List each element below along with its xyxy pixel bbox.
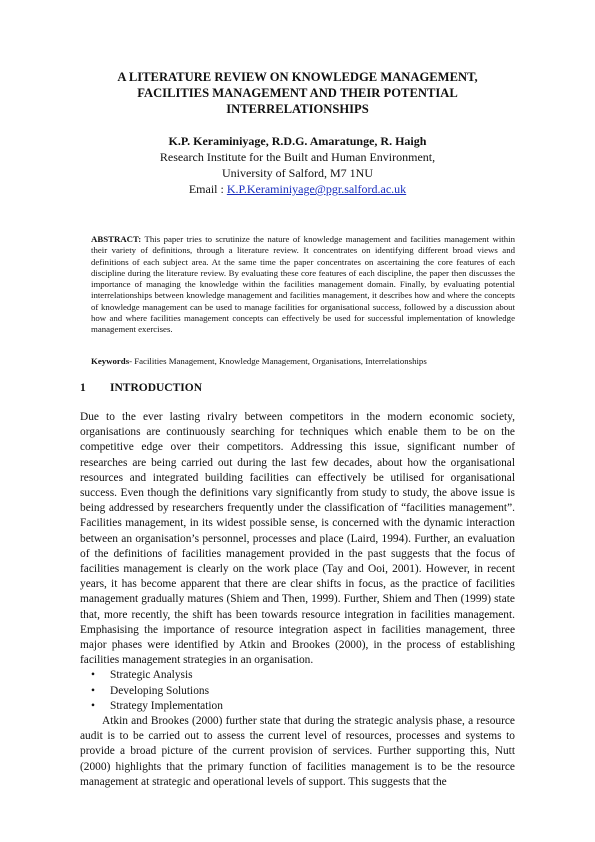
title-line: INTERRELATIONSHIPS <box>226 102 369 116</box>
paragraph: Due to the ever lasting rivalry between competitors in the modern economic society, organisations are continuously searching for techniques which enable them to be on the competitive edge over their competitors. Addressing this issue, significant number of researches are being carried out during the last few decades, about how the organisational resources and integrated building facilities can effectively be utilised for organisational success. Even though the definitions vary significantly from study to study, the above issue is being addressed by researchers frequently under the classification of “facilities management”. Facilities management, in its widest possible sense, is concerned with the dynamic interaction between an organisation’s personnel, processes and place (Laird, 1994). Further, an evaluation of the definitions of facilities management provided in the past suggests that the focus of facilities management is clearly on the work place (Tay and Ooi, 2001). However, in recent years, it has become apparent that there are clear shifts in focus, as the practice of facilities management gradually matures (Shiem and Then, 1999). Further, Shiem and Then (1999) state that, more recently, the shift has been towards resource integration in facilities management. Emphasising the importance of resource integration aspect in facilities management, three major phases were identified by Atkin and Brookes (2000), in the process of establishing facilities management strategies in an organisation. <box>80 411 515 667</box>
author-block <box>80 133 515 197</box>
abstract-text: This paper tries to scrutinize the nature of knowledge management and facilities management within their variety of definitions, through a literature review. It concentrates on identifying different broad views and definitions of each subject area. At the same time the paper concentrates on ascertaining the core features of each discipline during the literature review. By evaluating these core features of each discipline, the paper then discusses the importance of managing the knowledge within the facilities management domain. Finally, by evaluating potential interrelationships between knowledge management and facilities management, it describes how and where the concepts of knowledge management can be used to manage facilities for organisational success, followed by a discussion about how and where facilities management concepts can effectively be used for successful implementation of knowledge management exercises. <box>91 234 515 335</box>
section-title: INTRODUCTION <box>110 382 203 394</box>
keywords-text: - Facilities Management, Knowledge Management, Organisations, Interrelationships <box>129 356 427 366</box>
list-item <box>80 668 515 683</box>
section-heading <box>80 381 202 395</box>
title-line: A LITERATURE REVIEW ON KNOWLEDGE MANAGEMENT, <box>117 70 478 84</box>
section-number: 1 <box>80 382 86 394</box>
title-line: FACILITIES MANAGEMENT AND THEIR POTENTIAL <box>137 86 458 100</box>
bullet-icon: • <box>91 684 95 697</box>
list-item-text: Developing Solutions <box>110 684 210 697</box>
abstract <box>91 234 515 336</box>
list-item-text: Strategy Implementation <box>110 699 223 712</box>
affiliation-line: Research Institute for the Built and Human Environment, <box>159 150 436 164</box>
author-names: K.P. Keraminiyage, R.D.G. Amaratunge, R. Haigh <box>168 134 427 148</box>
keywords-label: Keywords <box>91 356 130 366</box>
email-label: Email : <box>188 182 227 196</box>
paper-title <box>80 69 515 117</box>
bullet-icon: • <box>91 699 95 712</box>
body-text <box>80 410 515 790</box>
keywords <box>91 356 515 367</box>
paragraph: Atkin and Brookes (2000) further state that during the strategic analysis phase, a resource audit is to be carried out to assess the current level of resources, processes and systems to provide a broad picture of the current provision of services. Further supporting this, Nutt (2000) highlights that the primary function of facilities management is to be the resource management at strategic and operational levels of support. This suggests that the <box>80 715 515 788</box>
abstract-label: ABSTRACT: <box>91 234 142 244</box>
list-item-text: Strategic Analysis <box>110 669 193 682</box>
email-link[interactable]: K.P.Keraminiyage@pgr.salford.ac.uk <box>226 182 407 196</box>
affiliation-line: University of Salford, M7 1NU <box>222 166 373 180</box>
list-item <box>80 684 515 699</box>
list-item <box>80 699 515 714</box>
email-line <box>80 181 515 197</box>
bullet-icon: • <box>91 669 95 682</box>
bullet-list <box>80 668 515 714</box>
